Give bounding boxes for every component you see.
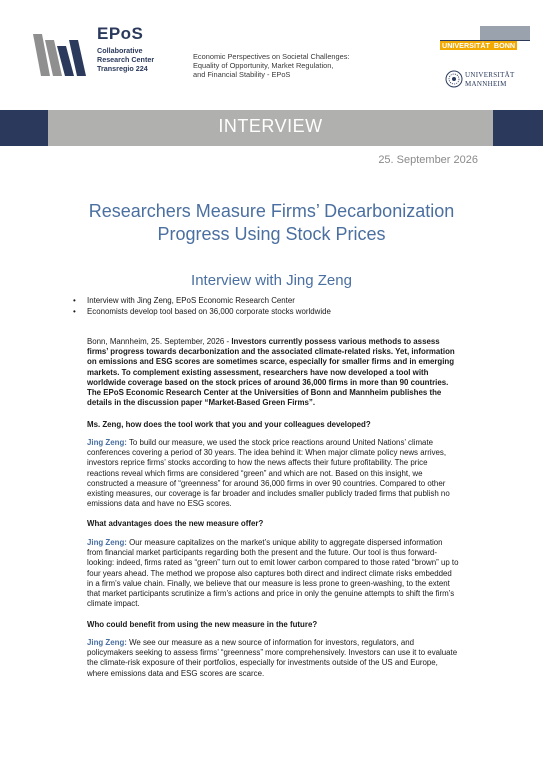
bonn-highlight: BONN [493,41,516,50]
title-line-1: Researchers Measure Firms’ Decarbonization [88,201,455,221]
tagline-line-3: and Financial Stability - EPoS [193,70,291,79]
university-mannheim-logo [445,68,535,92]
university-bonn-logo [440,26,530,52]
lead-paragraph [87,337,459,408]
question-1: Ms. Zeng, how does the tool work that you and your colleagues developed? [87,420,371,429]
question-2: What advantages does the new measure offer? [87,519,264,528]
bonn-logo-bar [480,26,530,40]
banner-left-block [0,110,48,146]
answer-text: We see our measure as a new source of information for investors, regulators, and policymakers seeking to assess firms’ “greenness” more comprehensively. Investors can use it to evaluate the climate-risk exposure of their portfolios, especially for investments outside of the US and Europe, where emissions data and ESG scores are scarce. [87,638,458,678]
answer-text: To build our measure, we used the stock price reactions around United Nations’ climate conferences covering a period of 30 years. The idea behind it: When major climate policy news arrives, investors reprice firms’ stocks according to how the news affects their future profitability. The price reactions reveal which firms are considered “green” and which are not. Based on this insight, we constructed a measure of “greenness” for around 36,000 firms in over 90 countries. Compared to other existing measures, our coverage is far broader and includes smaller publicly traded firms that publish no emissions data and have no ESG scores. [87,438,450,509]
epos-wordmark: EPoS [97,24,144,43]
answer-speaker: Jing Zeng: [87,438,127,447]
epos-line-2: Research Center [97,55,155,64]
bullet-item: • Interview with Jing Zeng, EPoS Economic Research Center [87,296,331,307]
bullet-item: • Economists develop tool based on 36,000 corporate stocks worldwide [87,307,331,318]
article-title [40,200,503,246]
publication-date: 25. September 2026 [378,154,478,166]
article-subtitle: Interview with Jing Zeng [191,272,352,289]
tagline-line-1: Economic Perspectives on Societal Challenges: [193,52,350,61]
bonn-logo-text: UNIVERSITÄT BONN [442,41,516,50]
title-line-2: Progress Using Stock Prices [157,224,386,244]
summary-bullets [87,296,331,317]
question-3: Who could benefit from using the new measure in the future? [87,620,318,629]
epos-logo-icon [33,26,95,84]
lead-text: Investors currently possess various methods to assess firms’ progress towards decarbonization and the associated climate-related risks. Yet, information on emissions and ESG scores are sometimes scarce, especially for smaller firms and in emerging markets. To complement existing assessment, researchers have now developed a tool with worldwide coverage based on the stock prices of around 36,000 firms in more than 90 countries. The EPoS Economic Research Center at the Universities of Bonn and Mannheim publishes the details in the discussion paper “Market-Based Green Firms”. [87,337,455,408]
answer-2 [87,538,459,609]
interview-banner [0,110,543,146]
answer-speaker: Jing Zeng: [87,638,127,647]
banner-right-block [493,110,543,146]
epos-line-3: Transregio 224 [97,64,148,73]
mannheim-logo-text [465,71,515,88]
lead-dateline: Bonn, Mannheim, 25. September, 2026 - [87,337,232,346]
answer-1 [87,438,459,509]
answer-speaker: Jing Zeng: [87,538,127,547]
answer-text: Our measure capitalizes on the market’s unique ability to aggregate dispersed information from financial market participants regarding both the present and the future. Our tool is thus forward-looking: indeed, firms rated as “green” turn out to emit lower carbon compared to those rated “brown” up to four years ahead. The method we propose also captures both direct and indirect climate risks embedded in a firm’s value chain. Finally, we believe that our measure is less prone to green-washing, to the extent that market participants scrutinize a firm’s actions and price in only the genuine attempts to shift the firm’s climate impact. [87,538,459,609]
mannheim-line-1: UNIVERSITÄT [465,71,515,79]
page-header [0,0,543,108]
mannheim-line-2: MANNHEIM [465,79,507,88]
epos-line-1: Collaborative [97,46,143,55]
banner-label: INTERVIEW [218,116,323,136]
mannheim-seal-icon [445,70,463,88]
answer-3 [87,638,459,679]
tagline-line-2: Equality of Opportunity, Market Regulation, [193,61,334,70]
